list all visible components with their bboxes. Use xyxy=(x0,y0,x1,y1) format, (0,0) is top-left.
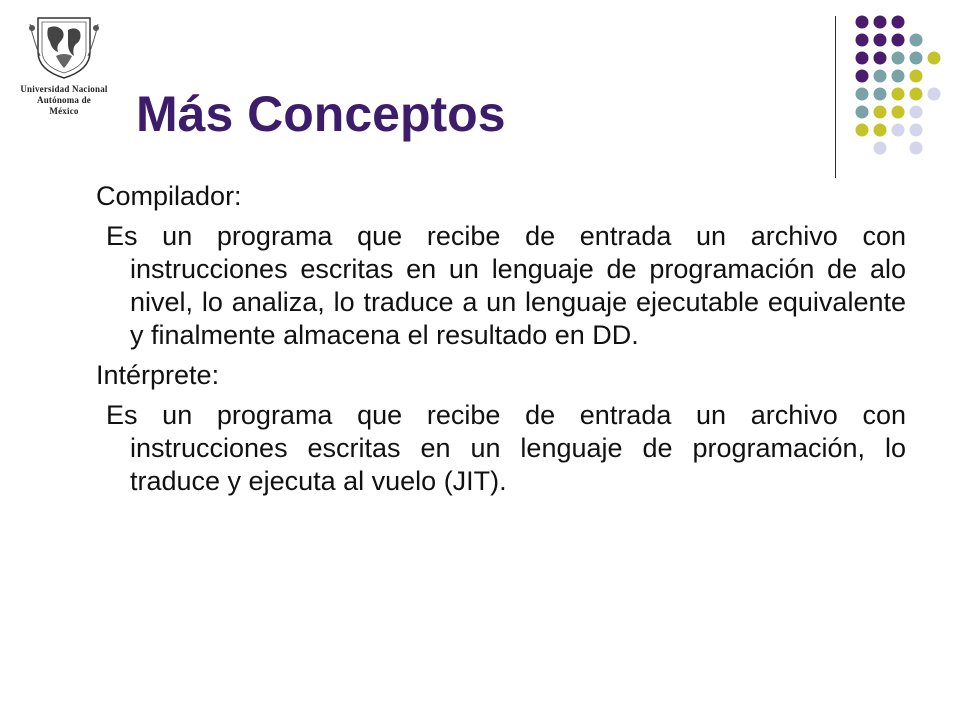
dot-row-5 xyxy=(856,88,941,101)
dot-row-4 xyxy=(856,70,923,83)
unam-shield-icon xyxy=(16,12,112,82)
dot-row-1 xyxy=(856,16,905,29)
dot-row-7 xyxy=(856,124,923,137)
logo-text-line-2: Autónoma de xyxy=(37,95,91,105)
slide-title: Más Conceptos xyxy=(136,86,506,142)
slide-body xyxy=(96,180,906,505)
compilador-definition: Es un programa que recibe de entrada un archivo con instrucciones escritas en un lenguaje de programación de alo nivel, lo analiza, lo traduce a un lenguaje ejecutable equivalente y finalmente almacena el resultado en DD. xyxy=(106,221,906,350)
interprete-definition: Es un programa que recibe de entrada un archivo con instrucciones escritas en un lenguaje de programación, lo traduce y ejecuta al vuelo (JIT). xyxy=(106,400,906,496)
interprete-heading: Intérprete: xyxy=(96,360,220,390)
vertical-divider xyxy=(835,16,836,178)
logo-text-line-1: Universidad Nacional xyxy=(20,84,108,94)
logo-text-line-3: México xyxy=(49,106,79,116)
dot-row-6 xyxy=(856,106,923,119)
dot-row-2 xyxy=(856,34,923,47)
decorative-dot-grid xyxy=(846,10,956,160)
dot-row-3 xyxy=(856,52,941,65)
dot-row-8 xyxy=(874,142,923,155)
unam-logo xyxy=(16,12,112,122)
compilador-heading: Compilador: xyxy=(96,181,242,211)
